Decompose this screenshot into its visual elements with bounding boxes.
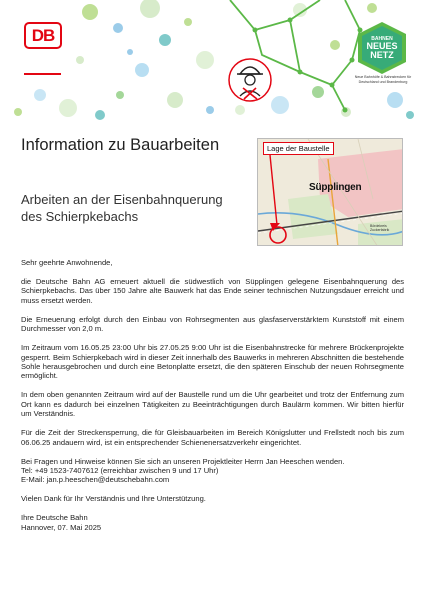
contact-block: [21, 457, 404, 485]
db-logo: DB: [24, 22, 62, 49]
signature-sender: Ihre Deutsche Bahn: [21, 513, 88, 523]
paragraph-2: Die Erneuerung erfolgt durch den Einbau von Rohrsegmenten aus glasfaserverstärktem Kunststoff mit einem Durchmesser von 2,0 m.: [21, 314, 404, 334]
signature-date: Hannover, 07. Mai 2025: [21, 522, 102, 532]
paragraph-5: Für die Zeit der Streckensperrung, die für Gleisbauarbeiten im Bereich Königslutter und Frellstedt noch bis zum 06.06.25 andauern wird, ist ein entsprechender Schienenersatzverkehr eingerichtet.: [21, 428, 404, 447]
construction-worker-icon: [229, 59, 271, 101]
site-map: [257, 138, 403, 246]
map-small-label: Bördekreis Zuckerfabrik: [370, 224, 390, 232]
paragraph-1: die Deutsche Bahn AG erneuert aktuell die südwestlich von Süpplingen gelegene Eisenbahnquerung des Schierpkebachs. Das über 150 Jahre alte Bauwerk hat das Ende seiner technischen Nutzungsdauer erreicht und muss ersetzt werden.: [21, 277, 404, 305]
page-title: Information zu Bauarbeiten: [21, 136, 220, 154]
neues-netz-badge: [356, 22, 408, 74]
badge-caption: Neue Bahnhöfe & Bahnstrecken für Deutschland und Brandenburg: [354, 75, 412, 84]
badge-line2: NEUES: [366, 41, 398, 51]
salutation: Sehr geehrte Anwohnende,: [21, 258, 113, 267]
map-label: Lage der Baustelle: [263, 142, 334, 155]
map-town-label: Süpplingen: [309, 182, 362, 193]
red-divider: [24, 73, 61, 75]
paragraph-4: In dem oben genannten Zeitraum wird auf der Baustelle rund um die Uhr gearbeitet und trotz der Entfernung zum Ort kann es dadurch bei einzelnen Tätigkeiten zu Beeinträchtigungen durch Baulärm kommen. Wir bitten hierfür um Verständnis.: [21, 390, 404, 419]
page-subtitle: Arbeiten an der Eisenbahnquerung des Schierpkebachs: [21, 192, 223, 224]
contact-phone: Tel: +49 1523-7407612 (erreichbar zwischen 9 und 17 Uhr): [21, 466, 219, 476]
signature-block: [21, 513, 404, 532]
contact-email: E-Mail: jan.p.heeschen@deutschebahn.com: [21, 475, 170, 485]
badge-line1: BAHNEN: [371, 36, 393, 42]
paragraph-3: Im Zeitraum vom 16.05.25 23:00 Uhr bis 27.05.25 9:00 Uhr ist die Eisenbahnstrecke für mehrere Brückenprojekte gesperrt. Beim Schierpkebach wird in dieser Zeit innerhalb des Bauwerks in mehreren Abschnitten die bestehende Sohle herausgebrochen und durch eine Betonplatte ersetzt, die den späteren Einschub der neuen Rohrsegmente ermöglicht.: [21, 343, 404, 381]
thanks-line: Vielen Dank für Ihr Verständnis und Ihre Unterstützung.: [21, 494, 206, 504]
contact-line-1: Bei Fragen und Hinweise können Sie sich an unseren Projektleiter Herrn Jan Heeschen wenden.: [21, 456, 345, 466]
badge-line3: NETZ: [370, 50, 394, 60]
letter-body: [21, 258, 404, 542]
